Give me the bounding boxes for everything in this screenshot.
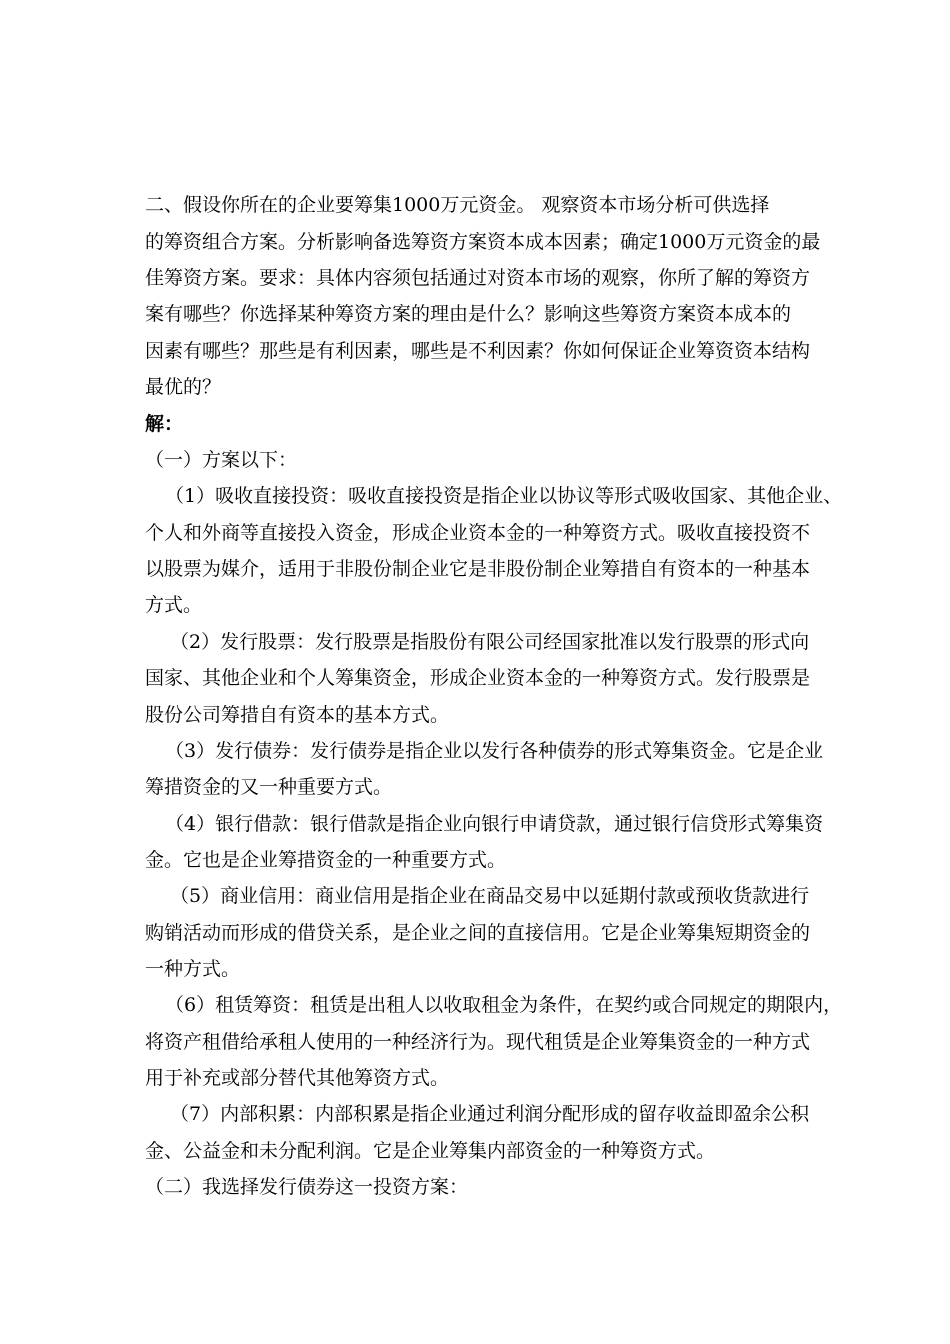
item-3-line: 筹措资金的又一种重要方式。 bbox=[145, 776, 393, 798]
question-line: 最优的？ bbox=[145, 376, 222, 398]
item-2-line: 国家、其他企业和个人筹集资金，形成企业资本金的一种筹资方式。发行股票是 bbox=[145, 667, 811, 689]
item-1-line: 方式。 bbox=[145, 594, 203, 616]
item-4-line: 金。它也是企业筹措资金的一种重要方式。 bbox=[145, 849, 507, 871]
question-line: 佳筹资方案。要求：具体内容须包括通过对资本市场的观察，你所了解的筹资方 bbox=[145, 267, 811, 289]
item-5-line: 一种方式。 bbox=[145, 958, 241, 980]
item-5-line: 购销活动而形成的借贷关系，是企业之间的直接信用。它是企业筹集短期资金的 bbox=[145, 922, 811, 944]
item-1-line: 个人和外商等直接投入资金，形成企业资本金的一种筹资方式。吸收直接投资不 bbox=[145, 522, 811, 544]
item-2-line: （2）发行股票：发行股票是指股份有限公司经国家批准以发行股票的形式向 bbox=[170, 631, 810, 653]
question-line: 案有哪些？你选择某种筹资方案的理由是什么？影响这些筹资方案资本成本的 bbox=[145, 303, 792, 325]
question-line: 的筹资组合方案。分析影响备选筹资方案资本成本因素；确定1000万元资金的最 bbox=[145, 231, 821, 253]
item-1-line: （1）吸收直接投资：吸收直接投资是指企业以协议等形式吸收国家、其他企业、 bbox=[165, 485, 843, 507]
question-line: 二、假设你所在的企业要筹集1000万元资金。 观察资本市场分析可供选择 bbox=[145, 194, 770, 216]
item-6-line: 用于补充或部分替代其他筹资方式。 bbox=[145, 1067, 450, 1089]
section-two-heading: （二）我选择发行债券这一投资方案： bbox=[145, 1176, 469, 1198]
item-6-line: （6）租赁筹资：租赁是出租人以收取租金为条件，在契约或合同规定的期限内， bbox=[165, 994, 843, 1016]
item-1-line: 以股票为媒介，适用于非股份制企业它是非股份制企业筹措自有资本的一种基本 bbox=[145, 558, 811, 580]
item-3-line: （3）发行债券：发行债券是指企业以发行各种债券的形式筹集资金。它是企业 bbox=[165, 740, 824, 762]
item-6-line: 将资产租借给承租人使用的一种经济行为。现代租赁是企业筹集资金的一种方式 bbox=[145, 1031, 811, 1053]
item-4-line: （4）银行借款：银行借款是指企业向银行申请贷款，通过银行信贷形式筹集资 bbox=[165, 813, 824, 835]
item-5-line: （5）商业信用：商业信用是指企业在商品交易中以延期付款或预收货款进行 bbox=[170, 885, 810, 907]
item-2-line: 股份公司筹措自有资本的基本方式。 bbox=[145, 704, 450, 726]
item-7-line: （7）内部积累：内部积累是指企业通过利润分配形成的留存收益即盈余公积 bbox=[170, 1103, 810, 1125]
item-7-line: 金、公益金和未分配利润。它是企业筹集内部资金的一种筹资方式。 bbox=[145, 1140, 716, 1162]
question-line: 因素有哪些？那些是有利因素，哪些是不利因素？你如何保证企业筹资资本结构 bbox=[145, 340, 811, 362]
section-one-heading: （一）方案以下： bbox=[145, 449, 298, 471]
answer-label: 解： bbox=[145, 413, 184, 435]
